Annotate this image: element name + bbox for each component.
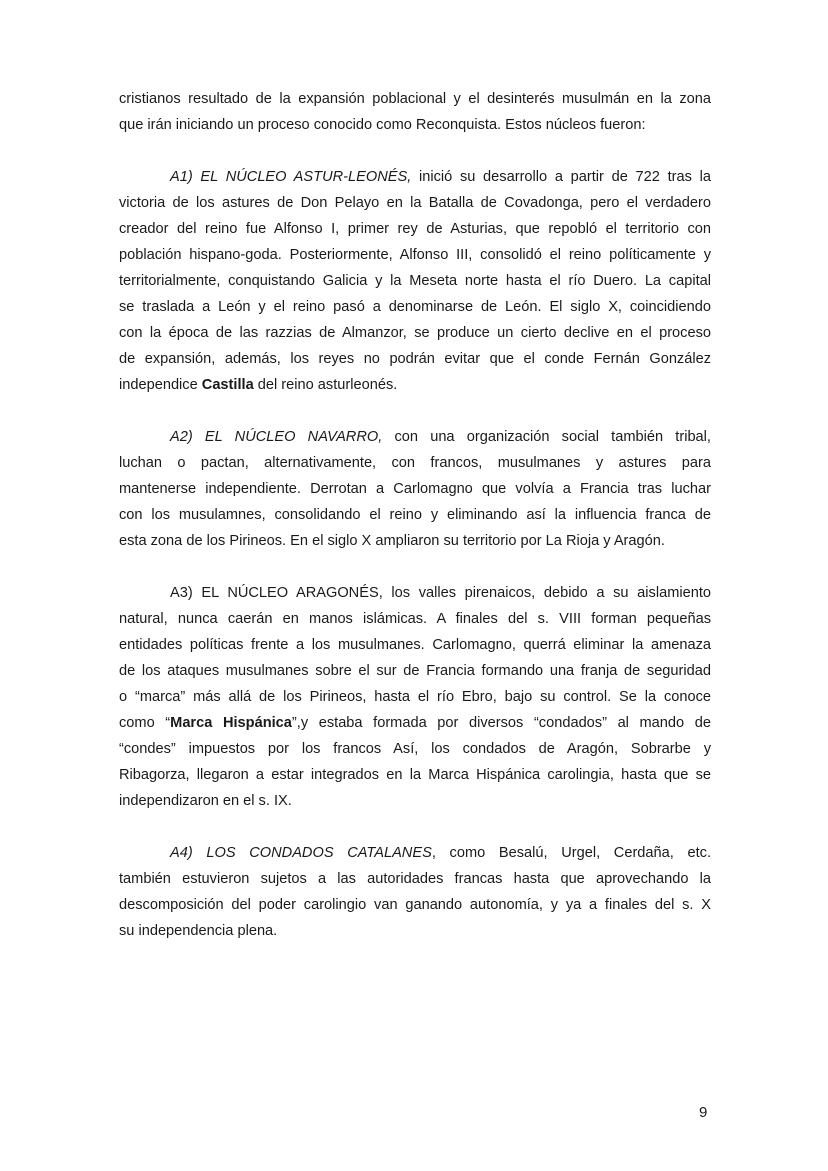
text-span: victoria de los astures de Don Pelayo en la Batalla de Covadonga, pero el verdadero xyxy=(119,195,711,211)
text-span: con una organización social también tribal, xyxy=(382,429,711,445)
text-line xyxy=(119,450,711,476)
text-line xyxy=(119,294,711,320)
text-line xyxy=(119,528,711,554)
text-span: entidades políticas frente a los musulmanes. Carlomagno, querrá eliminar la amenaza xyxy=(119,637,711,653)
text-line xyxy=(119,502,711,528)
text-span: de expansión, además, los reyes no podrán evitar que el conde Fernán González xyxy=(119,351,711,367)
text-line xyxy=(119,632,711,658)
text-line xyxy=(119,606,711,632)
text-span: como “ xyxy=(119,715,171,731)
text-span: descomposición del poder carolingio van ganando autonomía, y ya a finales del s. X xyxy=(119,897,711,913)
paragraph xyxy=(119,580,711,814)
text-line xyxy=(119,216,711,242)
text-line xyxy=(119,476,711,502)
paragraph xyxy=(119,840,711,944)
text-span: se traslada a León y el reino pasó a denominarse de León. El siglo X, coincidiendo xyxy=(119,299,711,315)
text-span: ”,y estaba formada por diversos “condados” al mando de xyxy=(291,715,711,731)
text-line xyxy=(119,372,711,398)
text-span: , como Besalú, Urgel, Cerdaña, etc. xyxy=(431,845,712,861)
text-line xyxy=(119,918,711,944)
text-span: o “marca” más allá de los Pirineos, hasta el río Ebro, bajo su control. Se la conoce xyxy=(119,689,711,705)
paragraph xyxy=(119,424,711,554)
section-heading: A1) EL NÚCLEO ASTUR-LEONÉS, xyxy=(170,169,412,185)
text-line xyxy=(119,866,711,892)
text-span: de los ataques musulmanes sobre el sur de Francia formando una franja de seguridad xyxy=(119,663,711,679)
text-span: creador del reino fue Alfonso I, primer rey de Asturias, que repobló el territorio con xyxy=(119,221,711,237)
text-line xyxy=(119,112,711,138)
text-line xyxy=(119,840,711,866)
text-span: su independencia plena. xyxy=(119,923,278,939)
text-line xyxy=(119,320,711,346)
text-line xyxy=(119,580,711,606)
text-span: Ribagorza, llegaron a estar integrados en la Marca Hispánica carolingia, hasta que se xyxy=(119,767,711,783)
text-span: territorialmente, conquistando Galicia y la Meseta norte hasta el río Duero. La capital xyxy=(119,273,711,289)
text-span: población hispano-goda. Posteriormente, Alfonso III, consolidó el reino políticamente y xyxy=(119,247,711,263)
bold-term: Castilla xyxy=(201,377,254,393)
text-span: “condes” impuestos por los francos Así, los condados de Aragón, Sobrarbe y xyxy=(119,741,711,757)
section-heading: A2) EL NÚCLEO NAVARRO, xyxy=(170,429,383,445)
text-span: esta zona de los Pirineos. En el siglo X ampliaron su territorio por La Rioja y Aragón. xyxy=(119,533,665,549)
body-text xyxy=(119,86,711,970)
text-span: independizaron en el s. IX. xyxy=(119,793,292,809)
text-span: que irán iniciando un proceso conocido como Reconquista. Estos núcleos fueron: xyxy=(119,117,646,133)
text-line xyxy=(119,268,711,294)
paragraph xyxy=(119,86,711,138)
text-line xyxy=(119,190,711,216)
text-span: inició su desarrollo a partir de 722 tras la xyxy=(411,169,711,185)
text-line xyxy=(119,346,711,372)
text-line xyxy=(119,710,711,736)
page-number: 9 xyxy=(699,1104,708,1121)
text-line xyxy=(119,86,711,112)
text-span: mantenerse independiente. Derrotan a Carlomagno que volvía a Francia tras luchar xyxy=(119,481,711,497)
text-span: del reino asturleonés. xyxy=(253,377,398,393)
text-span: con la época de las razzias de Almanzor, se produce un cierto declive en el proceso xyxy=(119,325,711,341)
paragraph xyxy=(119,164,711,398)
text-span: luchan o pactan, alternativamente, con francos, musulmanes y astures para xyxy=(119,455,711,471)
text-span: natural, nunca caerán en manos islámicas. A finales del s. VIII forman pequeñas xyxy=(119,611,711,627)
text-line xyxy=(119,762,711,788)
text-span: A3) EL NÚCLEO ARAGONÉS, los valles pirenaicos, debido a su aislamiento xyxy=(170,585,711,601)
text-line xyxy=(119,242,711,268)
text-span: con los musulamnes, consolidando el reino y eliminando así la influencia franca de xyxy=(119,507,711,523)
text-line xyxy=(119,892,711,918)
text-span: independice xyxy=(119,377,202,393)
section-heading: A4) LOS CONDADOS CATALANES xyxy=(170,845,432,861)
text-line xyxy=(119,658,711,684)
text-line xyxy=(119,736,711,762)
text-span: también estuvieron sujetos a las autoridades francas hasta que aprovechando la xyxy=(119,871,711,887)
text-line xyxy=(119,684,711,710)
text-line xyxy=(119,424,711,450)
text-line xyxy=(119,788,711,814)
bold-term: Marca Hispánica xyxy=(170,715,292,731)
text-line xyxy=(119,164,711,190)
text-span: cristianos resultado de la expansión poblacional y el desinterés musulmán en la zona xyxy=(119,91,711,107)
